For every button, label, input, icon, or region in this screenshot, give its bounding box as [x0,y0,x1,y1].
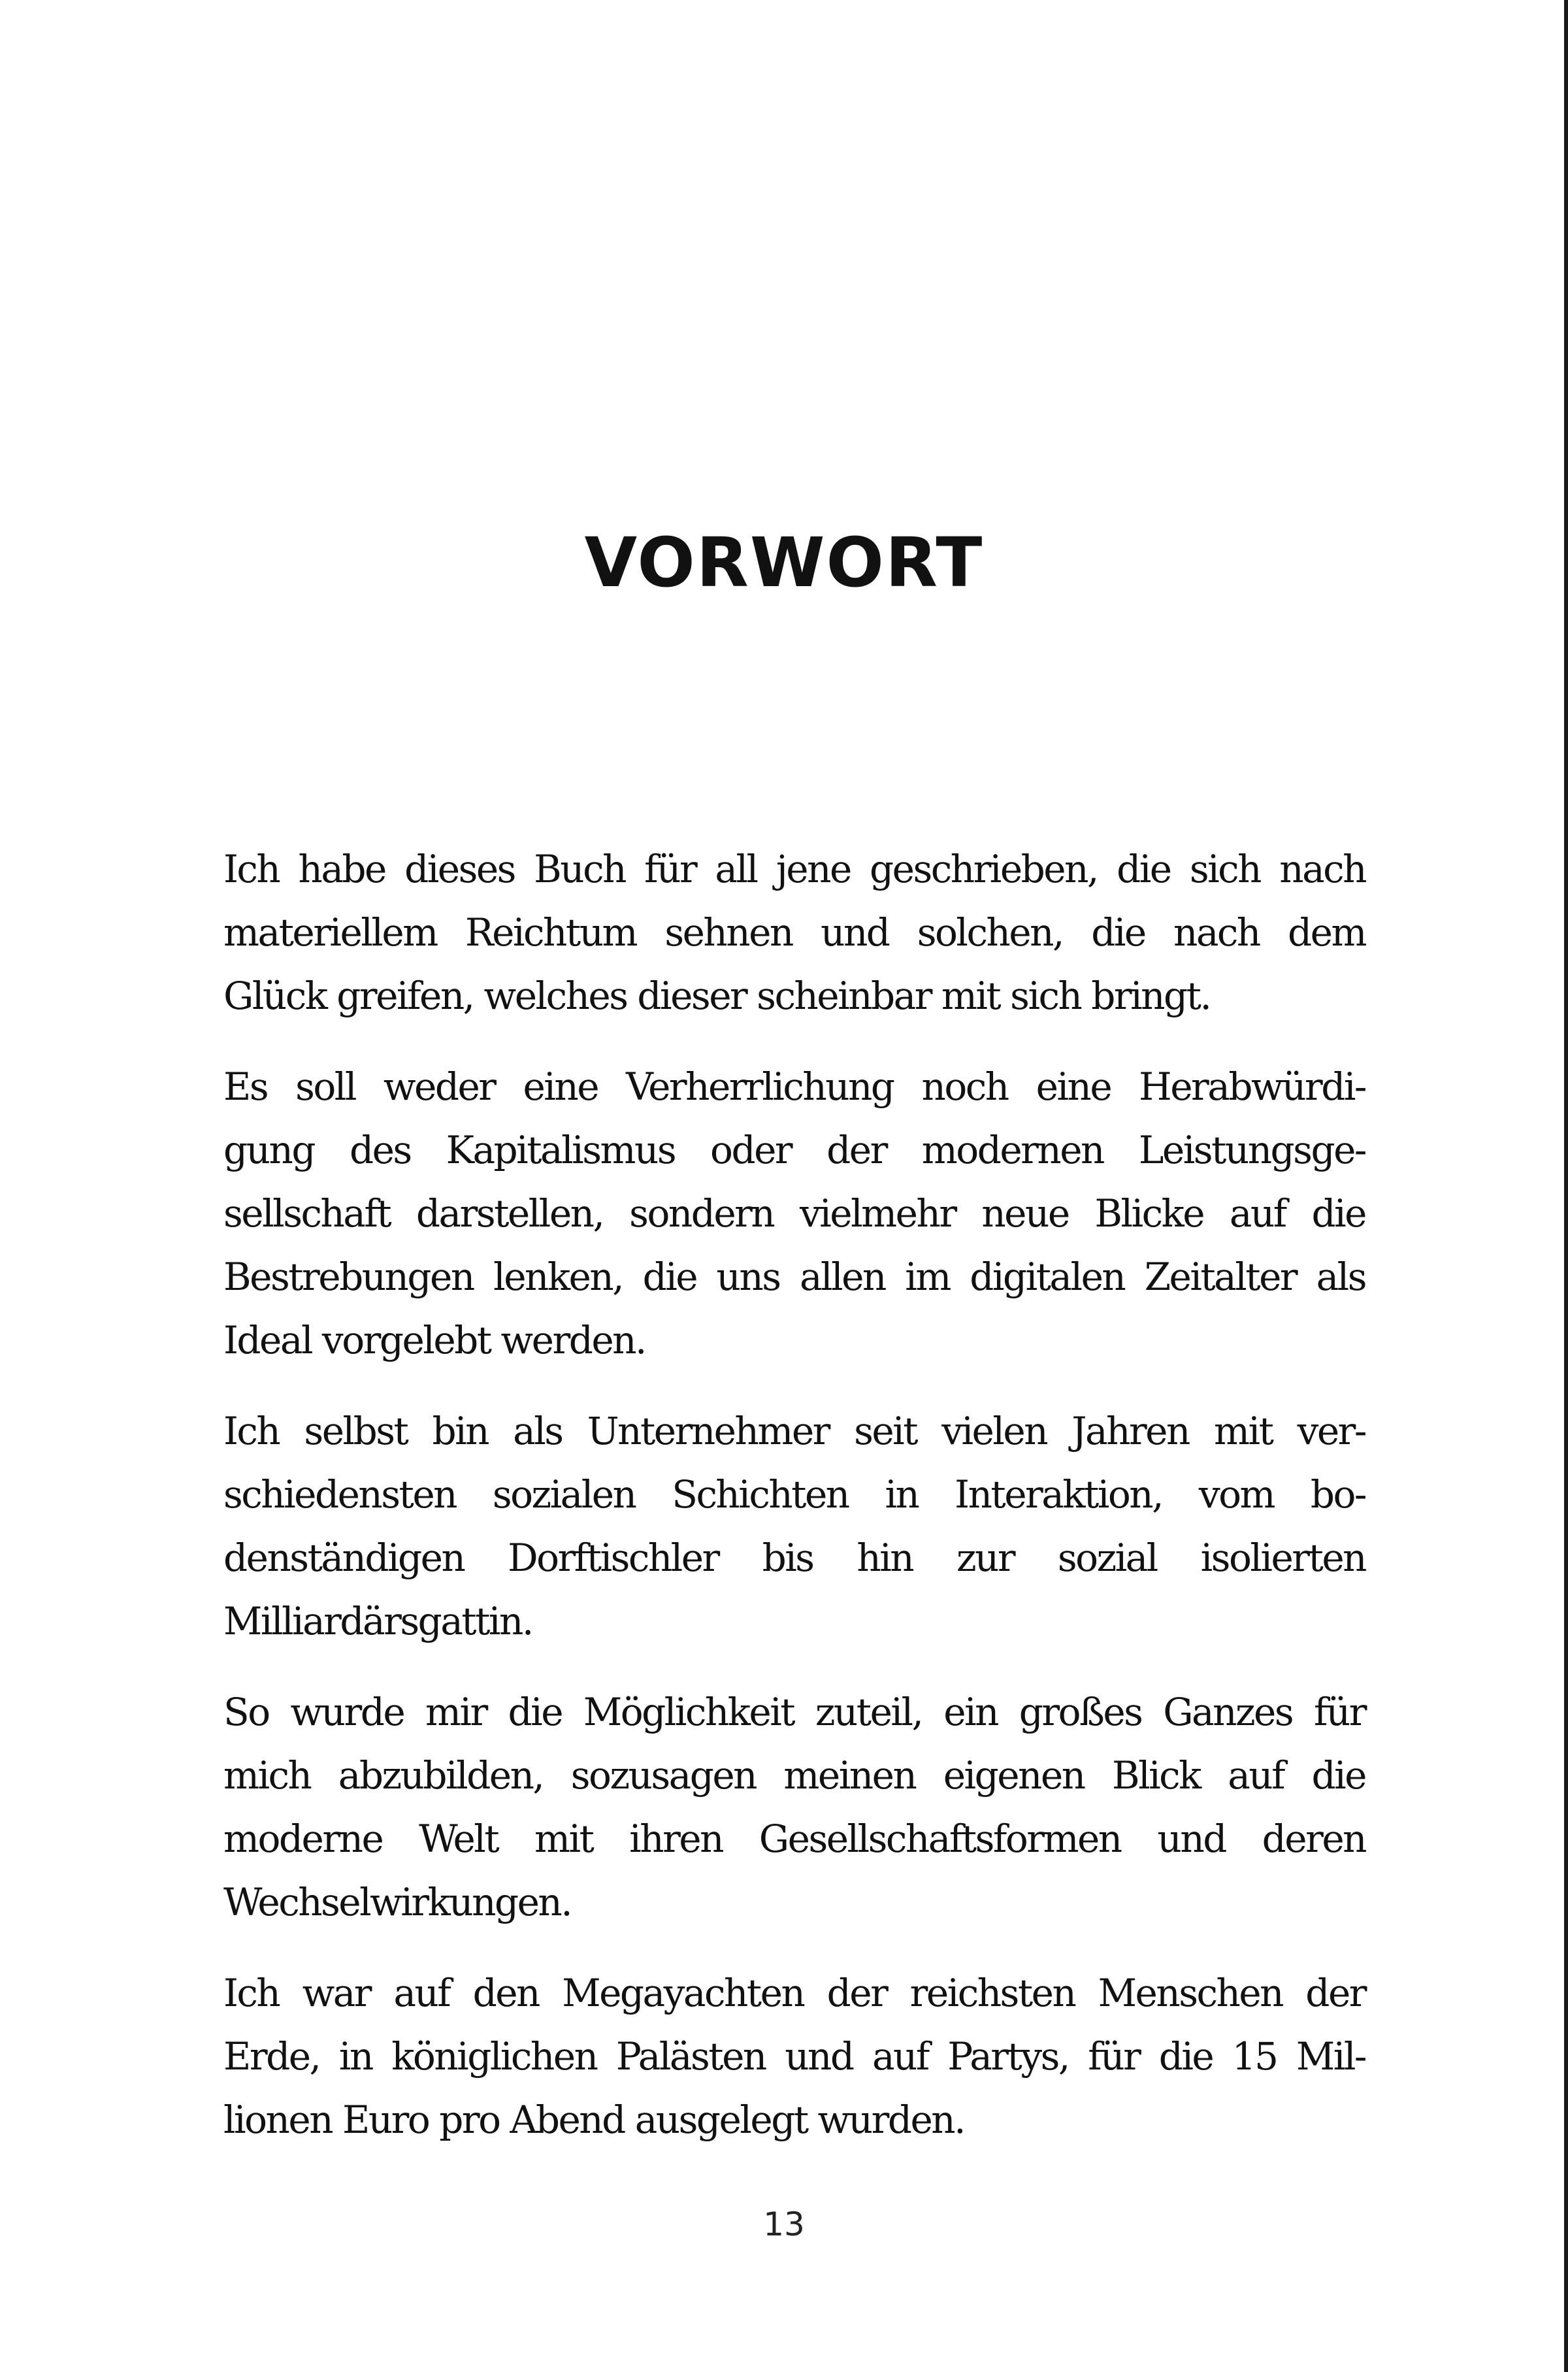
text-line: Ich habe dieses Buch für all jene geschrieben, die sich nach [223,847,1365,891]
page-number: 13 [763,2205,805,2243]
text-line: Es soll weder eine Verherrlichung noch eine Herabwürdi- [223,1064,1365,1109]
page-edge-border [1564,0,1568,2372]
text-line: Bestrebungen lenken, die uns allen im digitalen Zeitalter als [223,1255,1365,1299]
chapter-title: VORWORT [584,522,984,602]
text-line: schiedensten sozialen Schichten in Interaktion, vom bo- [223,1472,1365,1517]
text-line: Erde, in königlichen Palästen und auf Partys, für die 15 Mil- [223,2034,1365,2079]
paragraph [223,1681,1365,1934]
text-line: sellschaft darstellen, sondern vielmehr neue Blicke auf die [223,1191,1365,1236]
paragraph [223,1055,1365,1372]
text-line: materiellem Reichtum sehnen und solchen, die nach dem [223,910,1365,955]
text-line: moderne Welt mit ihren Gesellschaftsformen und deren [223,1817,1365,1861]
text-line: Ideal vorgelebt werden. [223,1318,645,1362]
text-line: denständigen Dorftischler bis hin zur sozial isolierten [223,1536,1365,1580]
body-text [223,838,1365,2179]
paragraph [223,838,1365,1028]
text-line: mich abzubilden, sozusagen meinen eigenen Blick auf die [223,1753,1365,1798]
paragraph [223,1962,1365,2152]
text-line: gung des Kapitalismus oder der modernen Leistungsge- [223,1128,1365,1172]
text-line: Glück greifen, welches dieser scheinbar mit sich bringt. [223,974,1211,1018]
text-line: Milliardärsgattin. [223,1599,532,1643]
text-line: Ich war auf den Megayachten der reichsten Menschen der [223,1971,1365,2015]
text-line: Wechselwirkungen. [223,1880,572,1924]
text-line: Ich selbst bin als Unternehmer seit vielen Jahren mit ver- [223,1409,1365,1453]
paragraph [223,1400,1365,1653]
text-line: lionen Euro pro Abend ausgelegt wurden. [223,2098,965,2142]
text-line: So wurde mir die Möglichkeit zuteil, ein großes Ganzes für [223,1690,1365,1734]
